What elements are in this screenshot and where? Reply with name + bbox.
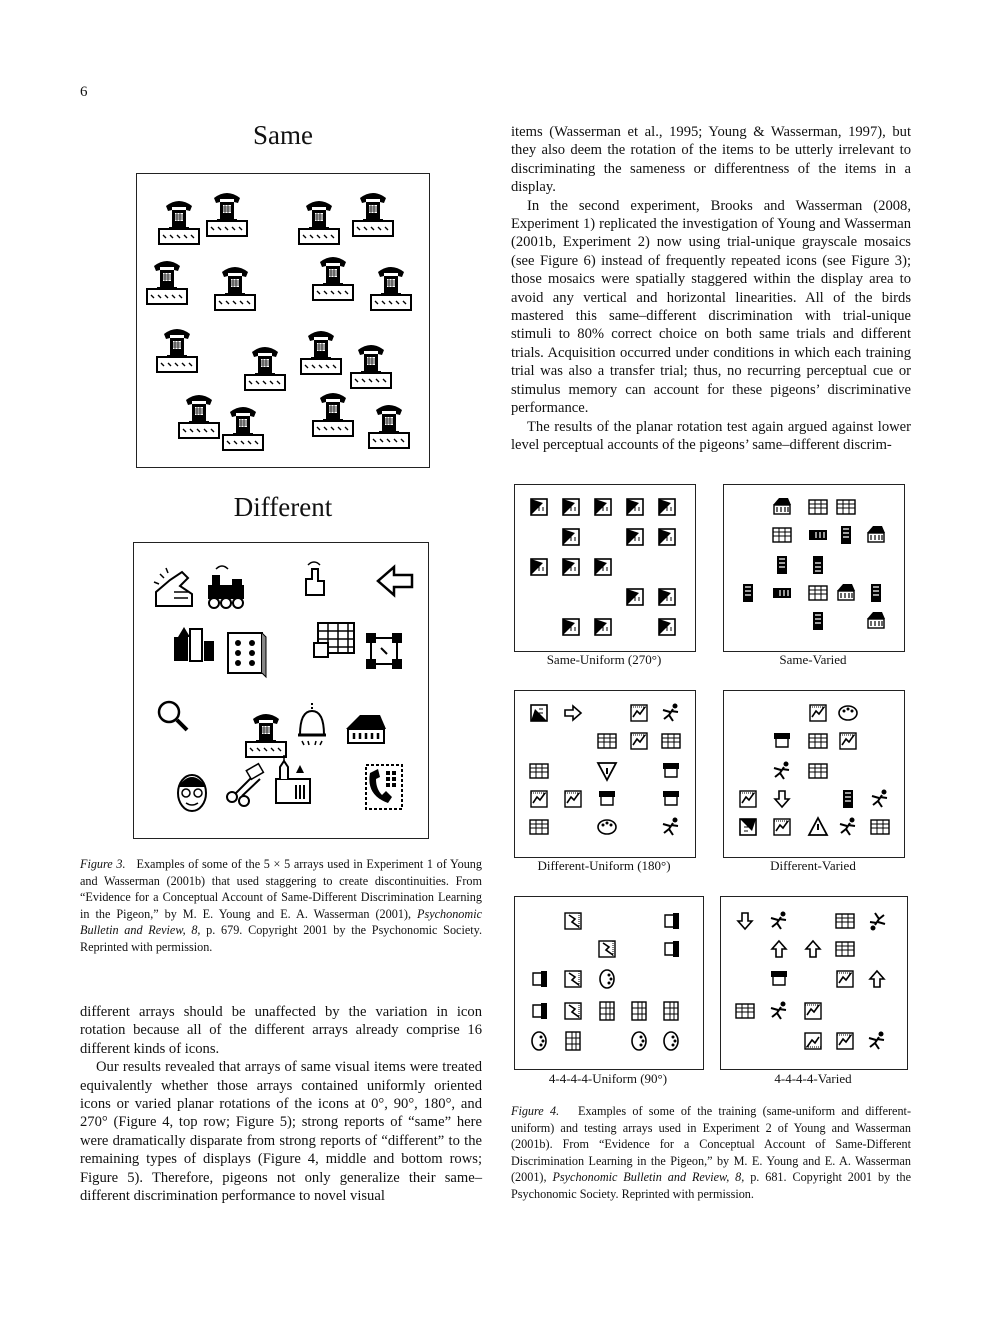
- flag-icon: [563, 499, 579, 515]
- figure4-different-uniform-label: Different-Uniform (180°): [537, 858, 671, 873]
- telephone-icon: [207, 193, 247, 236]
- palette-icon: [632, 1032, 646, 1050]
- figure3-same-heading: Same: [253, 120, 313, 150]
- face-icon: [178, 775, 206, 811]
- cup-icon: [663, 763, 679, 777]
- house-icon: [346, 715, 386, 743]
- left-column-text: [80, 1003, 482, 1205]
- keypad-icon: [600, 1002, 614, 1020]
- tower-icon: [777, 556, 787, 574]
- chart-icon: [531, 791, 547, 807]
- telephone-icon: [313, 257, 353, 300]
- tower-icon: [813, 612, 823, 630]
- palette-icon: [664, 1032, 678, 1050]
- keypad-icon: [736, 1004, 754, 1018]
- keypad-icon: [837, 500, 855, 514]
- same-varied-array: [724, 485, 904, 651]
- arrow-icon: [378, 567, 412, 595]
- flag-icon: [595, 619, 611, 635]
- flag-icon: [563, 529, 579, 545]
- dice-icon: [228, 633, 266, 677]
- telephone-icon: [159, 201, 199, 244]
- chart-icon: [810, 705, 826, 721]
- person-icon: [771, 912, 786, 930]
- figure4-4444-varied-panel: [720, 896, 908, 1070]
- figure4-same-uniform-panel: [514, 484, 696, 652]
- chart-icon: [837, 1033, 853, 1049]
- figure4-caption-label: Figure 4.: [511, 1104, 560, 1118]
- house-icon: [867, 526, 885, 542]
- person-icon: [774, 762, 789, 780]
- keypad-icon: [632, 1002, 646, 1020]
- keypad-icon: [809, 586, 827, 600]
- left-paragraph-2: Our results revealed that arrays of same visual items were treated equivalently whether those arrays contained uniformly oriented icons or varied planar rotations of the icons at 0°, 90°, 180°, and 270° (Figure 4, top row; Figure 5); strong reports of “same” here were dramatically disparate from strong reports of “different” to the remaining types of displays (Figure 4, middle and bottom rows; Figure 5). Therefore, pigeons not only generalize their same–different discrimination performance to novel visual: [80, 1059, 482, 1205]
- person-icon: [663, 818, 678, 836]
- person-icon: [872, 790, 887, 808]
- keypad-icon: [773, 528, 791, 542]
- figure3-caption-journal: Psychonomic Bulletin and Review, 8,: [80, 906, 482, 938]
- flag-icon: [627, 589, 643, 605]
- person-icon: [869, 1032, 884, 1050]
- magnifier-icon: [159, 702, 187, 730]
- keypad-icon: [664, 1002, 678, 1020]
- telephone-icon: [371, 267, 411, 310]
- chart-icon: [837, 971, 853, 987]
- tower-icon: [841, 526, 851, 544]
- flag-icon: [595, 499, 611, 515]
- different-uniform-array: [515, 691, 695, 857]
- telephone-icon: [179, 395, 219, 438]
- cup-icon: [774, 733, 790, 747]
- tower-icon: [773, 588, 791, 598]
- keypad-icon: [809, 500, 827, 514]
- figure4-caption-journal: Psychonomic Bulletin and Review, 8,: [552, 1170, 745, 1185]
- scissors-icon: [227, 764, 263, 806]
- palette-icon: [600, 970, 614, 988]
- flag-icon: [531, 499, 547, 515]
- warning-icon: [598, 763, 616, 780]
- figure3-caption-text-end: p. 679. Copyright 2001 by the Psychonomic Society. Reprinted with permission.: [80, 923, 482, 954]
- right-paragraph-2: In the second experiment, Brooks and Wasserman (2008, Experiment 1) replicated the investigation of Young and Wasserman (2001b, Experiment 2) now using trial-unique grayscale mosaics (see Figure 6) instead of frequently repeated icons (see Figure 3); those mosaics were spatially staggered within the display area to avoid any vertical and horizontal linearities. All of the birds mastered this same–different discrimination with trial-unique stimuli to 80% correct choice on both same trials and different trials. Acquisition occurred under conditions in which each training trial was also a transfer trial; thus, no recurring perceptual cue or stimulus memory can account for these pigeons’ discriminative performance.: [511, 197, 911, 417]
- keypad-icon: [871, 820, 889, 834]
- keypad-icon: [836, 914, 854, 928]
- keypad-icon: [566, 1032, 580, 1050]
- telephone-icon: [157, 329, 197, 372]
- flag-icon: [659, 589, 675, 605]
- warning-icon: [809, 818, 827, 835]
- chart-icon: [599, 941, 615, 957]
- phone-keypad-icon: [366, 765, 402, 809]
- arrow-icon: [775, 791, 789, 807]
- person-icon: [663, 704, 678, 722]
- flag-icon: [531, 705, 547, 721]
- different-varied-array: [724, 691, 904, 857]
- tower-icon: [843, 790, 853, 808]
- figure3-caption: [80, 856, 482, 956]
- different-array: [134, 543, 428, 838]
- chart-icon: [805, 1003, 821, 1019]
- cup-icon: [599, 791, 615, 805]
- chart-icon: [565, 913, 581, 929]
- figure4-same-uniform-label: Same-Uniform (270°): [546, 652, 662, 667]
- keypad-icon: [809, 734, 827, 748]
- figure4-4444-uniform-panel: [514, 896, 704, 1070]
- flag-icon: [659, 619, 675, 635]
- telephone-icon: [369, 405, 409, 448]
- telephone-icon: [245, 347, 285, 390]
- telephone-icon: [351, 345, 391, 388]
- figure4-caption: [511, 1103, 911, 1203]
- house-icon: [867, 612, 885, 628]
- chart-icon: [565, 971, 581, 987]
- telephone-icon: [223, 407, 263, 450]
- palette-icon: [532, 1032, 546, 1050]
- chart-icon: [631, 733, 647, 749]
- chart-icon: [631, 705, 647, 721]
- tower-icon: [871, 584, 881, 602]
- network-icon: [366, 633, 402, 669]
- flag-icon: [563, 619, 579, 635]
- spreadsheet-icon: [314, 623, 354, 657]
- figure4-caption-text: Examples of some of the training (same-uniform and different-uniform) and testing arrays used in Experiment 2 of Young and Wasserman (2001b). From “Evidence for a Conceptual Account of Same-Different Discrimination Learning in the Pigeon,” by M. E. Young and E. A. Wasserman (2001),: [511, 1104, 912, 1185]
- palette-icon: [839, 706, 857, 720]
- tower-icon: [813, 556, 823, 574]
- arrow-icon: [772, 941, 786, 957]
- train-icon: [208, 566, 244, 608]
- chart-icon: [565, 791, 581, 807]
- figure3-caption-text: Examples of some of the 5 × 5 arrays used in Experiment 1 of Young and Wasserman (2001b) that used staggering to create discontinuities. From “Evidence for a Conceptual Account of Same-Different Discrimination Learning in the Pigeon,” by M. E. Young and E. A. Wasserman (2001),: [80, 857, 482, 921]
- chart-icon: [740, 791, 756, 807]
- chart-icon: [805, 1033, 821, 1049]
- flag-icon: [563, 559, 579, 575]
- page-number: 6: [80, 84, 88, 100]
- right-paragraph-1: items (Wasserman et al., 1995; Young & Wasserman, 1997), but they also deem the rotation of the items to be utterly irrelevant to discriminating the sameness or differentness of the items in a display.: [511, 124, 911, 196]
- chart-icon: [565, 1003, 581, 1019]
- person-icon: [840, 818, 855, 836]
- arrow-icon: [870, 971, 884, 987]
- keypad-icon: [598, 734, 616, 748]
- telephone-icon: [353, 193, 393, 236]
- figure4-same-varied-label: Same-Varied: [779, 652, 847, 667]
- arrow-icon: [565, 706, 581, 720]
- telephone-icon: [299, 201, 339, 244]
- hand-icon: [154, 568, 192, 606]
- house-icon: [837, 584, 855, 600]
- cup-icon: [665, 913, 679, 929]
- keypad-icon: [530, 764, 548, 778]
- tower-icon: [809, 530, 827, 540]
- figure4-same-varied-panel: [723, 484, 905, 652]
- flag-icon: [627, 529, 643, 545]
- cup-icon: [663, 791, 679, 805]
- telephone-icon: [301, 331, 341, 374]
- keypad-icon: [836, 942, 854, 956]
- figure4-different-varied-label: Different-Varied: [770, 858, 856, 873]
- buildings-icon: [174, 627, 214, 661]
- flag-icon: [659, 499, 675, 515]
- cup-icon: [533, 1003, 547, 1019]
- person-icon: [870, 913, 885, 931]
- tower-icon: [743, 584, 753, 602]
- cup-icon: [771, 971, 787, 985]
- keypad-icon: [809, 764, 827, 778]
- figure3-different-panel: [133, 542, 429, 839]
- 4444-varied-array: [721, 897, 907, 1069]
- cup-icon: [533, 971, 547, 987]
- figure4-different-uniform-panel: [514, 690, 696, 858]
- keypad-icon: [530, 820, 548, 834]
- figure4-caption-text-end: p. 681. Copyright 2001 by the Psychonomic Society. Reprinted with permission.: [511, 1170, 911, 1201]
- same-uniform-array: [515, 485, 695, 651]
- telephone-icon: [147, 261, 187, 304]
- arrow-icon: [738, 913, 752, 929]
- same-array: [137, 174, 429, 467]
- palette-icon: [598, 820, 616, 834]
- figure4-different-varied-panel: [723, 690, 905, 858]
- keypad-icon: [662, 734, 680, 748]
- telephone-icon: [215, 267, 255, 310]
- 4444-uniform-array: [515, 897, 703, 1069]
- cup-icon: [665, 941, 679, 957]
- flag-icon: [627, 499, 643, 515]
- arrow-icon: [806, 941, 820, 957]
- house-icon: [773, 498, 791, 514]
- flag-icon: [740, 819, 756, 835]
- figure3-caption-label: Figure 3.: [80, 857, 126, 871]
- figure4-4444-varied-label: 4-4-4-4-Varied: [774, 1071, 852, 1086]
- figure4-4444-uniform-label: 4-4-4-4-Uniform (90°): [548, 1071, 668, 1086]
- right-column-text: [511, 123, 911, 454]
- figure3-same-panel: [136, 173, 430, 468]
- person-icon: [771, 1002, 786, 1020]
- flag-icon: [531, 559, 547, 575]
- left-paragraph-1: different arrays should be unaffected by the variation in icon rotation because all of the different arrays already comprise 16 different kinds of icons.: [80, 1004, 482, 1057]
- flag-icon: [595, 559, 611, 575]
- chart-icon: [774, 819, 790, 835]
- church-icon: [276, 755, 310, 803]
- lamp-icon: [298, 703, 326, 745]
- right-paragraph-3: The results of the planar rotation test again argued against lower level perceptual accounts of the pigeons’ same–different discrim-: [511, 418, 911, 453]
- telephone-icon: [313, 393, 353, 436]
- chart-icon: [840, 733, 856, 749]
- telephone-icon: [246, 714, 286, 757]
- figure3-different-heading: Different: [233, 492, 333, 522]
- pointing-hand-icon: [306, 562, 324, 595]
- flag-icon: [659, 529, 675, 545]
